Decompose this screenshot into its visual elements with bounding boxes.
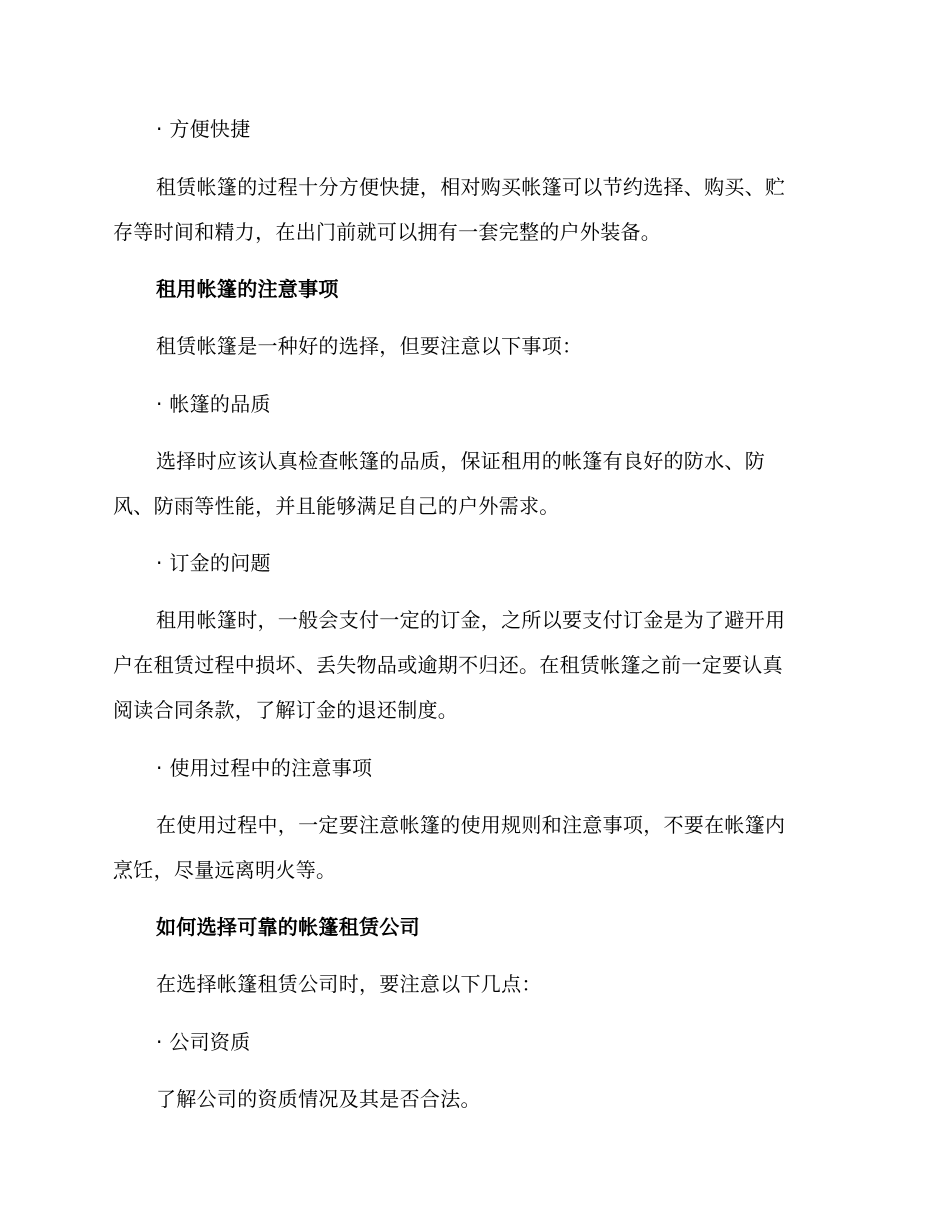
paragraph-line: 户在租赁过程中损坏、丢失物品或逾期不归还。在租赁帐篷之前一定要认真 (113, 653, 783, 677)
paragraph-line: 租赁帐篷是一种好的选择，但要注意以下事项： (156, 334, 583, 358)
paragraph-line: 在选择帐篷租赁公司时，要注意以下几点： (156, 972, 542, 996)
bullet-quality: · 帐篷的品质 (156, 392, 271, 416)
section-heading-choose-company: 如何选择可靠的帐篷租赁公司 (156, 915, 420, 939)
bullet-deposit: · 订金的问题 (156, 551, 271, 575)
paragraph-line: 租赁帐篷的过程十分方便快捷，相对购买帐篷可以节约选择、购买、贮 (156, 175, 786, 199)
section-heading-precautions: 租用帐篷的注意事项 (156, 277, 339, 301)
paragraph-line: 烹饪，尽量远离明火等。 (113, 858, 337, 882)
bullet-usage: · 使用过程中的注意事项 (156, 756, 373, 780)
bullet-company-qualification: · 公司资质 (156, 1030, 251, 1054)
paragraph-line: 阅读合同条款，了解订金的退还制度。 (113, 698, 459, 722)
paragraph-line: 了解公司的资质情况及其是否合法。 (156, 1087, 481, 1111)
paragraph-line: 租用帐篷时，一般会支付一定的订金，之所以要支付订金是为了避开用 (156, 608, 786, 632)
paragraph-line: 选择时应该认真检查帐篷的品质，保证租用的帐篷有良好的防水、防 (156, 449, 765, 473)
paragraph-line: 风、防雨等性能，并且能够满足自己的户外需求。 (113, 494, 560, 518)
paragraph-line: 在使用过程中，一定要注意帐篷的使用规则和注意事项，不要在帐篷内 (156, 813, 786, 837)
paragraph-line: 存等时间和精力，在出门前就可以拥有一套完整的户外装备。 (113, 220, 662, 244)
bullet-convenience: · 方便快捷 (156, 117, 251, 141)
